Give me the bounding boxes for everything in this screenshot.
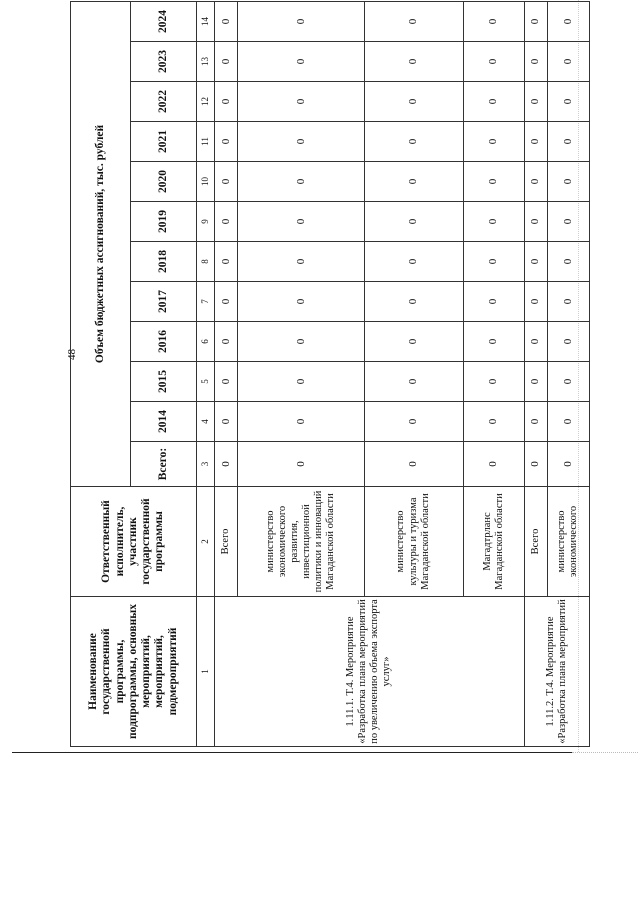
executor-cell: Магадтрланс Магаданской области <box>463 487 524 597</box>
value-cell: 0 <box>463 402 524 442</box>
value-cell: 0 <box>364 42 463 82</box>
value-cell: 0 <box>547 122 589 162</box>
value-cell: 0 <box>215 122 238 162</box>
table-row <box>215 1 238 746</box>
value-cell: 0 <box>547 82 589 122</box>
col-number: 1 <box>197 597 215 747</box>
value-cell: 0 <box>364 202 463 242</box>
executor-cell: министерство экономического <box>547 487 589 597</box>
value-cell: 0 <box>463 1 524 41</box>
page-bottom-rule <box>12 752 572 753</box>
value-cell: 0 <box>547 322 589 362</box>
program-item-name: 1.11.1. Т.4. Мероприятие «Разработка плана мероприятий по увеличению объема экспорта услуг» <box>215 597 525 747</box>
value-cell: 0 <box>463 442 524 487</box>
value-cell: 0 <box>463 242 524 282</box>
value-cell: 0 <box>238 42 364 82</box>
value-cell: 0 <box>524 322 547 362</box>
col-number: 9 <box>197 202 215 242</box>
value-cell: 0 <box>215 42 238 82</box>
value-cell: 0 <box>463 282 524 322</box>
value-cell: 0 <box>524 282 547 322</box>
value-cell: 0 <box>364 1 463 41</box>
value-cell: 0 <box>364 82 463 122</box>
col-number: 2 <box>197 487 215 597</box>
col-number: 7 <box>197 282 215 322</box>
header-year: 2014 <box>131 402 197 442</box>
value-cell: 0 <box>215 82 238 122</box>
value-cell: 0 <box>238 402 364 442</box>
value-cell: 0 <box>364 242 463 282</box>
header-year: 2018 <box>131 242 197 282</box>
rotated-table-wrapper <box>70 2 640 744</box>
header-year: 2017 <box>131 282 197 322</box>
value-cell: 0 <box>215 162 238 202</box>
value-cell: 0 <box>364 442 463 487</box>
value-cell: 0 <box>547 242 589 282</box>
value-cell: 0 <box>524 122 547 162</box>
value-cell: 0 <box>524 42 547 82</box>
col-number: 6 <box>197 322 215 362</box>
header-year: 2023 <box>131 42 197 82</box>
header-budget-group: Объем бюджетных ассигнований, тыс. рублей <box>71 1 131 486</box>
value-cell: 0 <box>463 82 524 122</box>
value-cell: 0 <box>547 1 589 41</box>
header-year: 2022 <box>131 82 197 122</box>
value-cell: 0 <box>238 442 364 487</box>
value-cell: 0 <box>524 402 547 442</box>
value-cell: 0 <box>364 322 463 362</box>
program-item-name: 1.11.2. Т.4. Мероприятие «Разработка плана мероприятий <box>524 597 589 747</box>
value-cell: 0 <box>547 162 589 202</box>
value-cell: 0 <box>215 1 238 41</box>
header-year: 2020 <box>131 162 197 202</box>
value-cell: 0 <box>238 122 364 162</box>
value-cell: 0 <box>547 402 589 442</box>
value-cell: 0 <box>215 282 238 322</box>
value-cell: 0 <box>547 202 589 242</box>
table-row <box>524 1 547 746</box>
value-cell: 0 <box>215 242 238 282</box>
header-year: 2024 <box>131 1 197 41</box>
value-cell: 0 <box>364 162 463 202</box>
header-program-name: Наименование государственной программы, подпрограммы, основных мероприятий, мероприятий, подмероприятий <box>71 597 197 747</box>
value-cell: 0 <box>463 162 524 202</box>
value-cell: 0 <box>215 362 238 402</box>
page-bottom-rule-dotted <box>572 752 638 753</box>
value-cell: 0 <box>238 162 364 202</box>
value-cell: 0 <box>524 1 547 41</box>
col-number: 13 <box>197 42 215 82</box>
executor-cell: Всего <box>524 487 547 597</box>
value-cell: 0 <box>215 322 238 362</box>
value-cell: 0 <box>238 82 364 122</box>
col-number: 14 <box>197 1 215 41</box>
executor-cell: Всего <box>215 487 238 597</box>
rotated-table-inner <box>70 2 590 747</box>
value-cell: 0 <box>215 442 238 487</box>
value-cell: 0 <box>364 282 463 322</box>
col-number: 4 <box>197 402 215 442</box>
header-year: 2019 <box>131 202 197 242</box>
value-cell: 0 <box>524 362 547 402</box>
value-cell: 0 <box>547 42 589 82</box>
value-cell: 0 <box>238 1 364 41</box>
value-cell: 0 <box>463 362 524 402</box>
value-cell: 0 <box>547 362 589 402</box>
page-number: 48 <box>66 349 78 360</box>
col-number: 11 <box>197 122 215 162</box>
value-cell: 0 <box>463 42 524 82</box>
value-cell: 0 <box>524 242 547 282</box>
value-cell: 0 <box>364 122 463 162</box>
header-total: Всего: <box>131 442 197 487</box>
header-executor: Ответственный исполнитель, участник государственной программы <box>71 487 197 597</box>
value-cell: 0 <box>463 122 524 162</box>
header-year: 2016 <box>131 322 197 362</box>
col-number: 3 <box>197 442 215 487</box>
executor-cell: министерство культуры и туризма Магаданской области <box>364 487 463 597</box>
col-number: 5 <box>197 362 215 402</box>
value-cell: 0 <box>463 202 524 242</box>
value-cell: 0 <box>547 282 589 322</box>
value-cell: 0 <box>238 242 364 282</box>
value-cell: 0 <box>547 442 589 487</box>
value-cell: 0 <box>524 82 547 122</box>
value-cell: 0 <box>215 402 238 442</box>
value-cell: 0 <box>364 402 463 442</box>
value-cell: 0 <box>238 322 364 362</box>
col-number: 10 <box>197 162 215 202</box>
header-year: 2015 <box>131 362 197 402</box>
value-cell: 0 <box>364 362 463 402</box>
value-cell: 0 <box>238 282 364 322</box>
col-number: 12 <box>197 82 215 122</box>
col-number: 8 <box>197 242 215 282</box>
budget-table <box>70 1 590 747</box>
value-cell: 0 <box>524 442 547 487</box>
executor-cell: министерство экономического развития, инвестиционной политики и инноваций Магаданской области <box>238 487 364 597</box>
value-cell: 0 <box>524 202 547 242</box>
value-cell: 0 <box>463 322 524 362</box>
header-year: 2021 <box>131 122 197 162</box>
value-cell: 0 <box>524 162 547 202</box>
value-cell: 0 <box>215 202 238 242</box>
value-cell: 0 <box>238 362 364 402</box>
value-cell: 0 <box>238 202 364 242</box>
